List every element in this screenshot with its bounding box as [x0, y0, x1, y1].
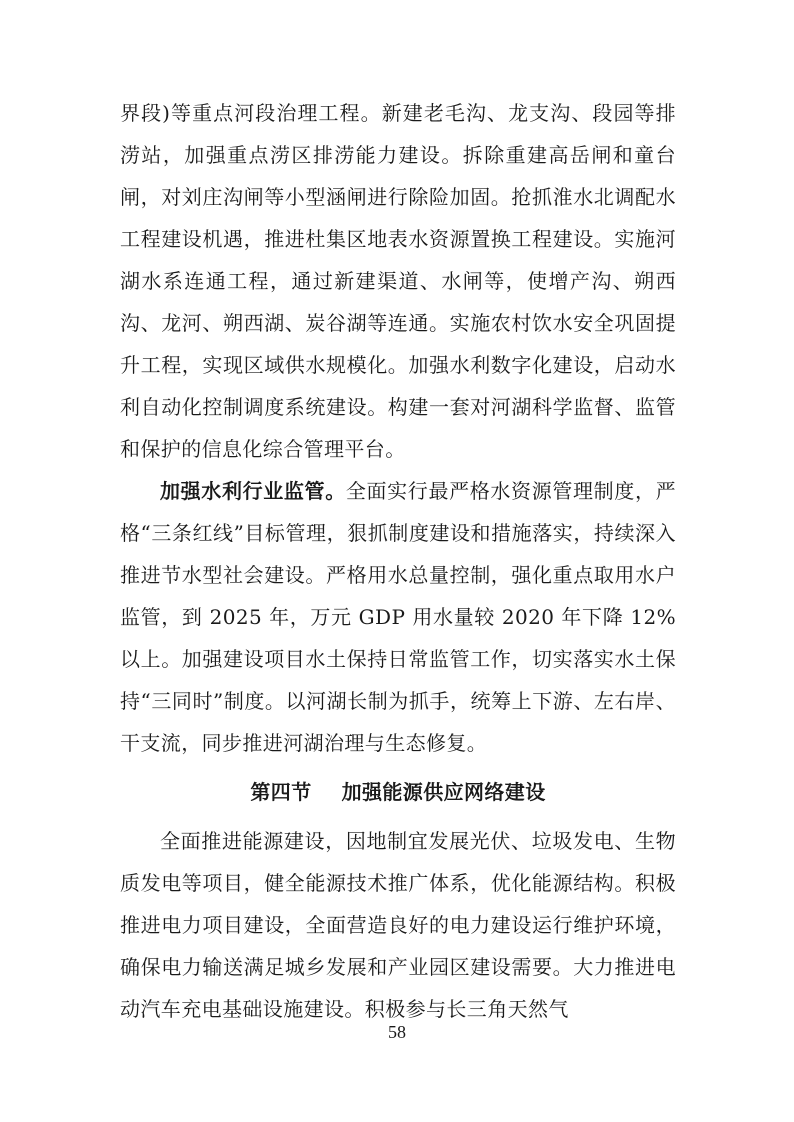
section-title: 加强能源供应网络建设 [341, 780, 546, 804]
paragraph-energy-network: 全面推进能源建设，因地制宜发展光伏、垃圾发电、生物质发电等项目，健全能源技术推广体系，优化能源结构。积极推进电力项目建设，全面营造良好的电力建设运行维护环境，确保电力输送满足城乡发展和产业园区建设需要。大力推进电动汽车充电基础设施建设。积极参与长三角天然气 [120, 829, 676, 1021]
paragraph-water-supervision [120, 470, 676, 764]
page-number: 58 [388, 1022, 406, 1042]
section-number: 第四节 [250, 780, 312, 804]
page-body [120, 92, 676, 1030]
paragraph-lead-heading: 加强水利行业监管。 [160, 479, 346, 503]
paragraph-body-text: 全面实行最严格水资源管理制度，严格“三条红线”目标管理，狠抓制度建设和措施落实，持续深入推进节水型社会建设。严格用水总量控制，强化重点取用水户监管，到 2025 年，万元 GDP 用水量较 2020 年下降 12%以上。加强建设项目水土保持日常监管工作，切实落实水土保持“三同时”制度。以河湖长制为抓手，统筹上下游、左右岸、干支流，同步推进河湖治理与生态修复。 [120, 479, 676, 755]
paragraph-water-projects: 界段)等重点河段治理工程。新建老毛沟、龙支沟、段园等排涝站，加强重点涝区排涝能力建设。拆除重建高岳闸和童台闸，对刘庄沟闸等小型涵闸进行除险加固。抢抓淮水北调配水工程建设机遇，推进杜集区地表水资源置换工程建设。实施河湖水系连通工程，通过新建渠道、水闸等，使增产沟、朔西沟、龙河、朔西湖、炭谷湖等连通。实施农村饮水安全巩固提升工程，实现区域供水规模化。加强水利数字化建设，启动水利自动化控制调度系统建设。构建一套对河湖科学监督、监管和保护的信息化综合管理平台。 [120, 101, 676, 461]
section-heading [120, 764, 676, 820]
